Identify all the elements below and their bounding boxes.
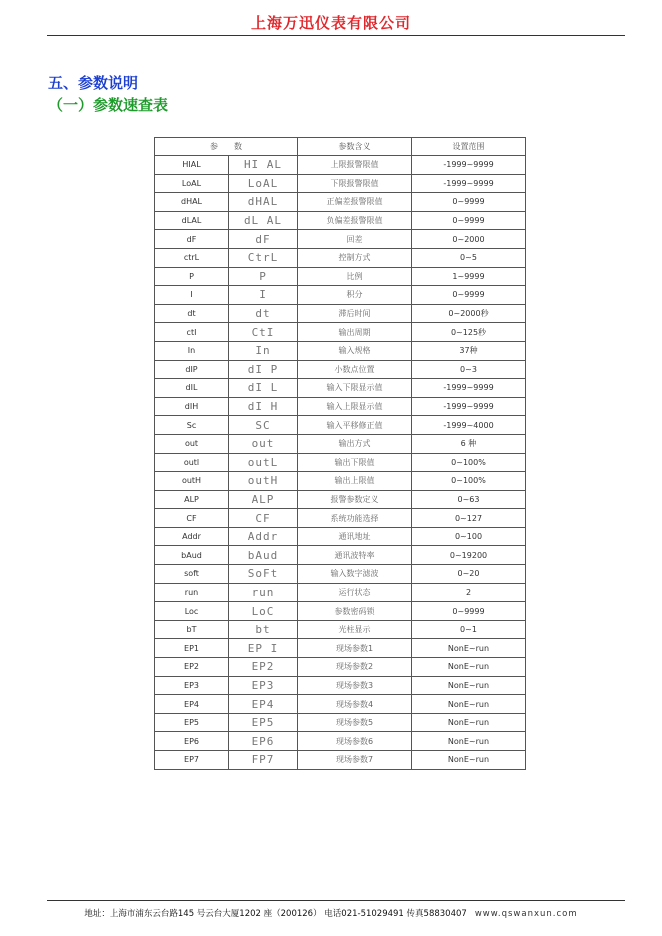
param-meaning: 滞后时间 bbox=[298, 304, 412, 323]
param-code: Sc bbox=[155, 416, 229, 435]
table-row bbox=[155, 230, 526, 249]
param-display: LoAL bbox=[229, 174, 298, 193]
table-row bbox=[155, 323, 526, 342]
param-range: NonE~run bbox=[412, 639, 526, 658]
footer-divider bbox=[47, 900, 625, 901]
param-display: CtI bbox=[229, 323, 298, 342]
table-row bbox=[155, 304, 526, 323]
table-row bbox=[155, 583, 526, 602]
param-code: EP4 bbox=[155, 695, 229, 714]
param-range: NonE~run bbox=[412, 658, 526, 677]
param-code: In bbox=[155, 341, 229, 360]
param-meaning: 负偏差报警限值 bbox=[298, 211, 412, 230]
param-meaning: 输入平移修正值 bbox=[298, 416, 412, 435]
table-header-row bbox=[155, 138, 526, 156]
param-code: EP3 bbox=[155, 676, 229, 695]
param-range: 0~1 bbox=[412, 620, 526, 639]
param-meaning: 现场参数1 bbox=[298, 639, 412, 658]
param-meaning: 系统功能选择 bbox=[298, 509, 412, 528]
param-code: Loc bbox=[155, 602, 229, 621]
param-meaning: 光柱显示 bbox=[298, 620, 412, 639]
param-meaning: 控制方式 bbox=[298, 248, 412, 267]
param-range: 0~2000 bbox=[412, 230, 526, 249]
param-display: In bbox=[229, 341, 298, 360]
section-title: 五、参数说明 bbox=[48, 74, 139, 92]
param-meaning: 积分 bbox=[298, 286, 412, 305]
param-range: 6 种 bbox=[412, 434, 526, 453]
param-range: 0~5 bbox=[412, 248, 526, 267]
param-display: EP I bbox=[229, 639, 298, 658]
param-display: SC bbox=[229, 416, 298, 435]
param-display: EP6 bbox=[229, 732, 298, 751]
param-range: 0~9999 bbox=[412, 286, 526, 305]
param-range: -1999~4000 bbox=[412, 416, 526, 435]
param-display: SoFt bbox=[229, 565, 298, 584]
param-meaning: 报警参数定义 bbox=[298, 490, 412, 509]
table-row bbox=[155, 602, 526, 621]
param-range: 0~19200 bbox=[412, 546, 526, 565]
param-code: EP1 bbox=[155, 639, 229, 658]
param-meaning: 参数密码锁 bbox=[298, 602, 412, 621]
param-code: EP5 bbox=[155, 713, 229, 732]
param-display: out bbox=[229, 434, 298, 453]
table-row bbox=[155, 248, 526, 267]
param-meaning: 上限报警限值 bbox=[298, 156, 412, 175]
param-display: dHAL bbox=[229, 193, 298, 212]
table-row bbox=[155, 434, 526, 453]
param-range: -1999~9999 bbox=[412, 379, 526, 398]
param-meaning: 回差 bbox=[298, 230, 412, 249]
param-meaning: 通讯波特率 bbox=[298, 546, 412, 565]
table-row bbox=[155, 341, 526, 360]
param-range: 0~63 bbox=[412, 490, 526, 509]
param-code: outH bbox=[155, 472, 229, 491]
param-meaning: 小数点位置 bbox=[298, 360, 412, 379]
param-display: outH bbox=[229, 472, 298, 491]
table-row bbox=[155, 397, 526, 416]
param-code: dt bbox=[155, 304, 229, 323]
param-code: bT bbox=[155, 620, 229, 639]
param-range: 0~100% bbox=[412, 472, 526, 491]
param-range: 0~9999 bbox=[412, 211, 526, 230]
param-range: 37种 bbox=[412, 341, 526, 360]
param-meaning: 通讯地址 bbox=[298, 527, 412, 546]
param-code: run bbox=[155, 583, 229, 602]
param-range: 0~3 bbox=[412, 360, 526, 379]
param-range: 2 bbox=[412, 583, 526, 602]
param-display: EP2 bbox=[229, 658, 298, 677]
table-row bbox=[155, 379, 526, 398]
table-row bbox=[155, 267, 526, 286]
param-display: CtrL bbox=[229, 248, 298, 267]
param-display: run bbox=[229, 583, 298, 602]
param-code: ctrL bbox=[155, 248, 229, 267]
param-range: -1999~9999 bbox=[412, 174, 526, 193]
param-meaning: 输出周期 bbox=[298, 323, 412, 342]
param-code: I bbox=[155, 286, 229, 305]
param-display: FP7 bbox=[229, 751, 298, 770]
param-display: ALP bbox=[229, 490, 298, 509]
table-row bbox=[155, 695, 526, 714]
param-meaning: 运行状态 bbox=[298, 583, 412, 602]
param-range: 0~2000秒 bbox=[412, 304, 526, 323]
param-meaning: 现场参数4 bbox=[298, 695, 412, 714]
table-row bbox=[155, 416, 526, 435]
param-range: 0~20 bbox=[412, 565, 526, 584]
param-display: dF bbox=[229, 230, 298, 249]
param-display: dI L bbox=[229, 379, 298, 398]
table-row bbox=[155, 676, 526, 695]
param-meaning: 下限报警限值 bbox=[298, 174, 412, 193]
table-row bbox=[155, 546, 526, 565]
param-display: dI H bbox=[229, 397, 298, 416]
param-code: soft bbox=[155, 565, 229, 584]
param-code: HIAL bbox=[155, 156, 229, 175]
param-range: 1~9999 bbox=[412, 267, 526, 286]
param-display: CF bbox=[229, 509, 298, 528]
param-code: ctI bbox=[155, 323, 229, 342]
table-row bbox=[155, 360, 526, 379]
param-display: Addr bbox=[229, 527, 298, 546]
param-display: dt bbox=[229, 304, 298, 323]
param-meaning: 现场参数5 bbox=[298, 713, 412, 732]
param-meaning: 比例 bbox=[298, 267, 412, 286]
param-code: Addr bbox=[155, 527, 229, 546]
param-range: 0~125秒 bbox=[412, 323, 526, 342]
header-meaning: 参数含义 bbox=[298, 138, 412, 156]
param-range: 0~9999 bbox=[412, 602, 526, 621]
table-row bbox=[155, 639, 526, 658]
param-display: bt bbox=[229, 620, 298, 639]
param-display: EP3 bbox=[229, 676, 298, 695]
param-meaning: 现场参数7 bbox=[298, 751, 412, 770]
table-row bbox=[155, 453, 526, 472]
table-row bbox=[155, 732, 526, 751]
header-parameter: 参 数 bbox=[155, 138, 298, 156]
table-row bbox=[155, 490, 526, 509]
param-code: dIH bbox=[155, 397, 229, 416]
param-display: dI P bbox=[229, 360, 298, 379]
param-range: -1999~9999 bbox=[412, 397, 526, 416]
param-meaning: 输入上限显示值 bbox=[298, 397, 412, 416]
footer-website: www.qswanxun.com bbox=[474, 909, 578, 919]
param-meaning: 正偏差报警限值 bbox=[298, 193, 412, 212]
table-row bbox=[155, 156, 526, 175]
parameter-table bbox=[154, 137, 526, 770]
param-meaning: 输出下限值 bbox=[298, 453, 412, 472]
header-divider bbox=[47, 35, 625, 36]
param-code: EP6 bbox=[155, 732, 229, 751]
param-code: EP2 bbox=[155, 658, 229, 677]
param-range: 0~9999 bbox=[412, 193, 526, 212]
param-meaning: 输入数字滤波 bbox=[298, 565, 412, 584]
table-row bbox=[155, 174, 526, 193]
param-meaning: 输出方式 bbox=[298, 434, 412, 453]
param-display: HI AL bbox=[229, 156, 298, 175]
param-display: bAud bbox=[229, 546, 298, 565]
param-code: LoAL bbox=[155, 174, 229, 193]
param-range: 0~127 bbox=[412, 509, 526, 528]
table-row bbox=[155, 565, 526, 584]
section-subtitle: （一）参数速查表 bbox=[48, 96, 169, 114]
param-code: EP7 bbox=[155, 751, 229, 770]
param-meaning: 输出上限值 bbox=[298, 472, 412, 491]
company-name: 上海万迅仪表有限公司 bbox=[250, 14, 411, 32]
param-range: NonE~run bbox=[412, 732, 526, 751]
param-meaning: 现场参数3 bbox=[298, 676, 412, 695]
param-meaning: 现场参数6 bbox=[298, 732, 412, 751]
header-range: 设置范围 bbox=[412, 138, 526, 156]
table-row bbox=[155, 286, 526, 305]
param-code: bAud bbox=[155, 546, 229, 565]
param-code: dLAL bbox=[155, 211, 229, 230]
param-code: dIP bbox=[155, 360, 229, 379]
param-display: dL AL bbox=[229, 211, 298, 230]
param-range: NonE~run bbox=[412, 713, 526, 732]
param-code: dHAL bbox=[155, 193, 229, 212]
param-code: dIL bbox=[155, 379, 229, 398]
param-code: CF bbox=[155, 509, 229, 528]
param-code: outl bbox=[155, 453, 229, 472]
table-row bbox=[155, 658, 526, 677]
param-range: NonE~run bbox=[412, 695, 526, 714]
param-display: I bbox=[229, 286, 298, 305]
param-display: P bbox=[229, 267, 298, 286]
param-range: NonE~run bbox=[412, 676, 526, 695]
param-code: dF bbox=[155, 230, 229, 249]
param-code: out bbox=[155, 434, 229, 453]
param-meaning: 输入下限显示值 bbox=[298, 379, 412, 398]
table-row bbox=[155, 713, 526, 732]
param-display: LoC bbox=[229, 602, 298, 621]
footer-address: 地址：上海市浦东云台路145 号云台大厦1202 座（200126） 电话021-51029491 传真58830407 bbox=[84, 909, 467, 919]
table-row bbox=[155, 472, 526, 491]
table-row bbox=[155, 193, 526, 212]
param-display: EP4 bbox=[229, 695, 298, 714]
footer bbox=[0, 907, 662, 919]
param-code: ALP bbox=[155, 490, 229, 509]
param-display: outL bbox=[229, 453, 298, 472]
param-display: EP5 bbox=[229, 713, 298, 732]
param-code: P bbox=[155, 267, 229, 286]
param-meaning: 现场参数2 bbox=[298, 658, 412, 677]
table-row bbox=[155, 527, 526, 546]
table-row bbox=[155, 509, 526, 528]
param-range: NonE~run bbox=[412, 751, 526, 770]
table-row bbox=[155, 620, 526, 639]
param-range: 0~100 bbox=[412, 527, 526, 546]
param-range: -1999~9999 bbox=[412, 156, 526, 175]
table-row bbox=[155, 211, 526, 230]
param-meaning: 输入规格 bbox=[298, 341, 412, 360]
param-range: 0~100% bbox=[412, 453, 526, 472]
table-row bbox=[155, 751, 526, 770]
